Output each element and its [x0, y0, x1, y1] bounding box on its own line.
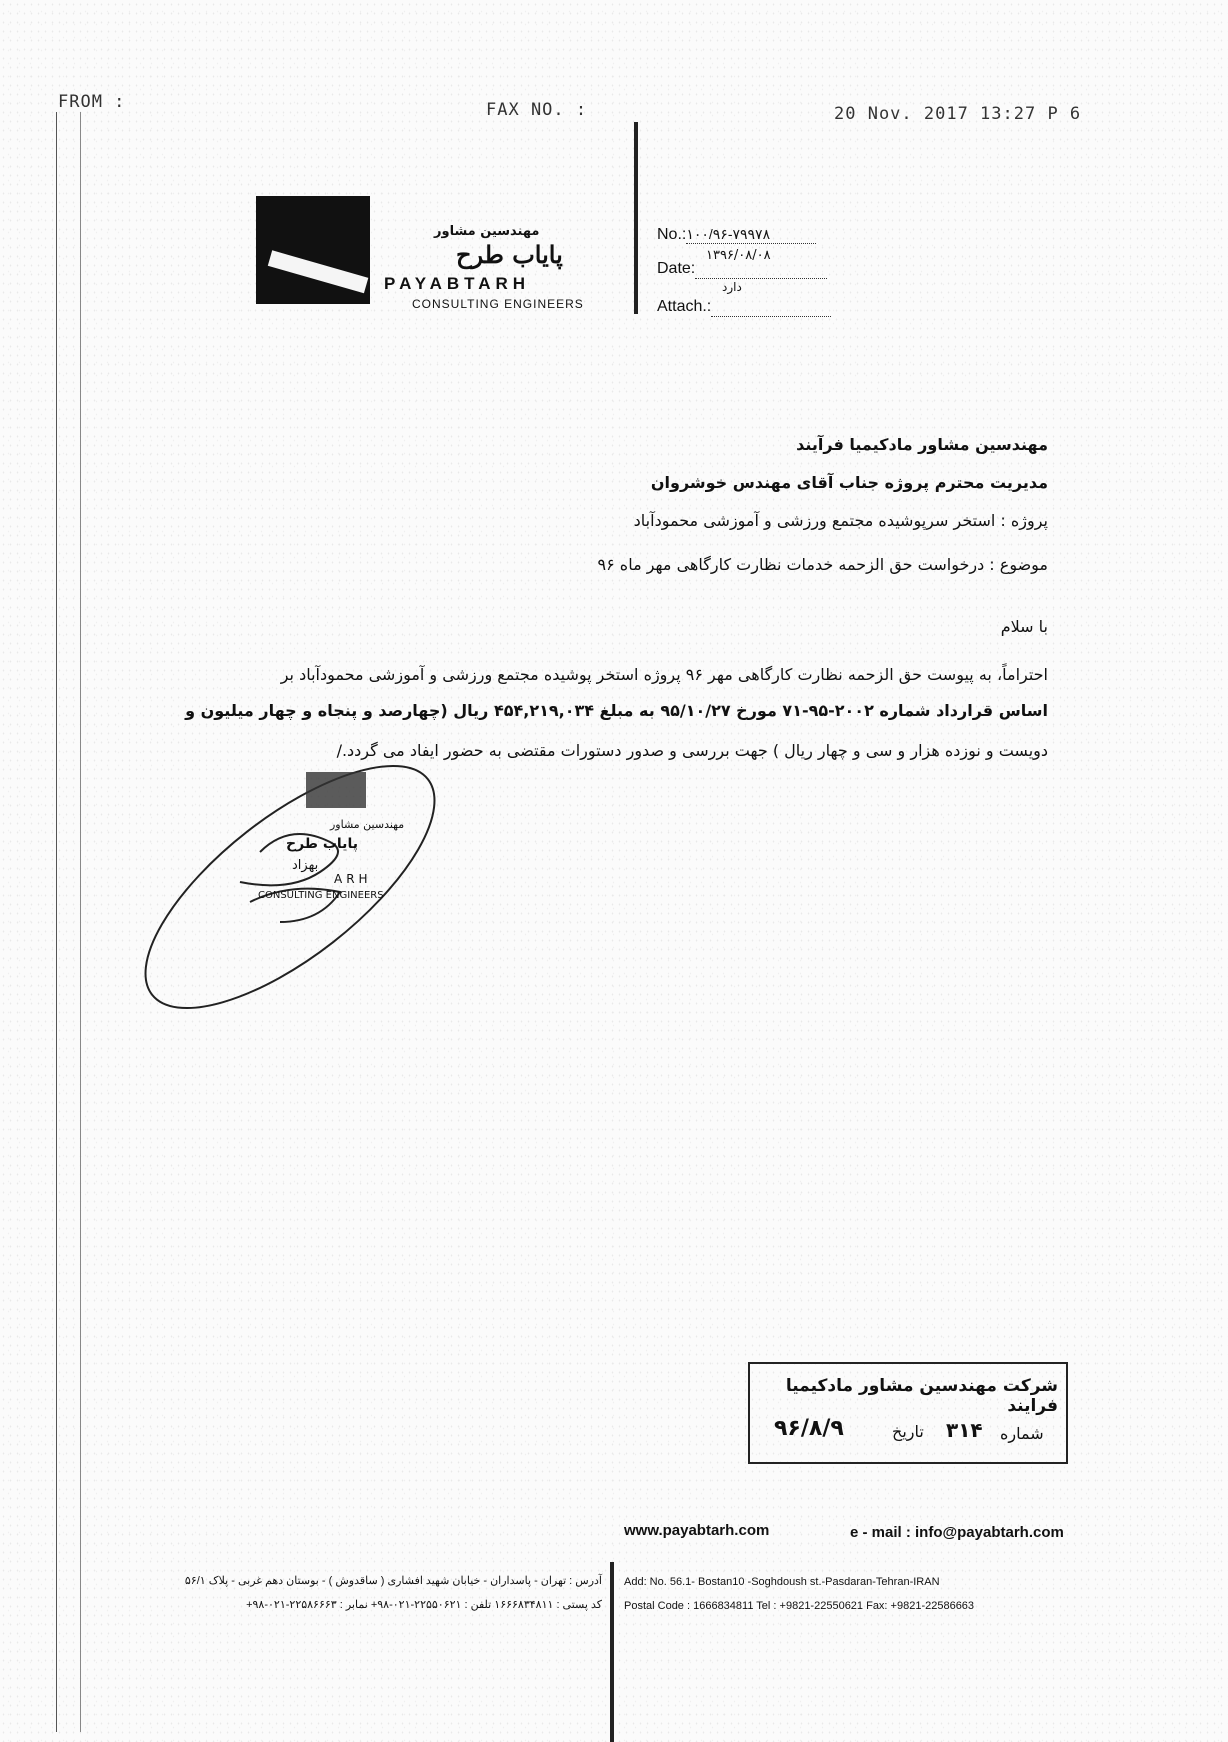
greeting: با سلام — [1000, 617, 1048, 636]
footer-website: www.payabtarh.com — [624, 1522, 770, 1539]
signature-stamp-line5: CONSULTING ENGINEERS — [258, 890, 384, 901]
footer-address-fa: آدرس : تهران - پاسداران - خیابان شهید افشاری ( ساقدوش ) - بوستان دهم غربی - پلاک ۵۶/۱ — [184, 1575, 602, 1587]
footer-email: e - mail : info@payabtarh.com — [850, 1524, 1064, 1541]
footer-address-en: Add: No. 56.1- Bostan10 -Soghdoush st.-Pasdaran-Tehran-IRAN — [624, 1576, 940, 1588]
signature-stamp-line1: مهندسین مشاور — [330, 818, 405, 831]
ref-attach-label: Attach.: — [657, 298, 712, 315]
letterhead-divider — [634, 122, 638, 314]
subject-line: موضوع : درخواست حق الزحمه خدمات نظارت کارگاهی مهر ماه ۹۶ — [597, 555, 1048, 574]
letterhead-name-fa: پایاب طرح — [456, 240, 563, 269]
signature-stamp-ellipse — [110, 752, 470, 1022]
fax-from-label: FROM : — [58, 92, 126, 112]
footer-divider — [610, 1562, 614, 1742]
receipt-stamp-company: شرکت مهندسین مشاور مادکیمیا فرایند — [785, 1376, 1058, 1416]
receipt-stamp-date-label: تاریخ — [892, 1422, 924, 1441]
signature-stamp-line3: بهزاد — [292, 858, 319, 873]
ref-date-row — [657, 260, 827, 279]
company-logo — [256, 196, 370, 304]
body-line-1: احتراماً، به پیوست حق الزحمه نظارت کارگاهی مهر ۹۶ پروژه استخر پوشیده مجتمع ورزشی و آموزشی محمودآباد بر — [280, 665, 1048, 684]
fax-datetime: 20 Nov. 2017 13:27 P 6 — [834, 104, 1082, 124]
signature-stamp-line4: ARH — [334, 872, 372, 886]
ref-number-value: ۱۰۰/۹۶-۷۹۹۷۸ — [686, 226, 816, 244]
addressee-manager: مدیریت محترم پروژه جناب آقای مهندس خوشروان — [650, 473, 1048, 492]
fax-number-label: FAX NO. : — [486, 100, 588, 120]
left-margin-line-inner — [80, 112, 81, 1732]
receipt-stamp-number-label: شماره — [1000, 1424, 1044, 1443]
ref-number-row — [657, 226, 816, 244]
ref-attach-value: دارد — [722, 280, 742, 294]
letterhead-name-fa-top: مهندسین مشاور — [434, 224, 540, 239]
ref-date-value: ۱۳۹۶/۰۸/۰۸ — [706, 248, 771, 263]
letterhead-subtitle: CONSULTING ENGINEERS — [412, 297, 584, 311]
addressee-company: مهندسین مشاور مادکیمیا فرآیند — [796, 435, 1048, 454]
receipt-stamp-date-value: ۹۶/۸/۹ — [774, 1416, 844, 1441]
left-margin-line — [56, 112, 57, 1732]
footer-postal-en: Postal Code : 1666834811 Tel : +9821-22550621 Fax: +9821-22586663 — [624, 1600, 975, 1612]
body-line-2: اساس قرارداد شماره ۲۰۰۲-۹۵-۷۱ مورخ ۹۵/۱۰/۲۷ به مبلغ ۴۵۴,۲۱۹,۰۳۴ ریال (چهارصد و پنجاه و چهار میلیون و — [185, 701, 1048, 720]
receipt-stamp — [748, 1362, 1068, 1464]
ref-number-label: No.: — [657, 226, 687, 243]
footer-postal-fa: کد پستی : ۱۶۶۶۸۳۴۸۱۱ تلفن : ۲۲۵۵۰۶۲۱-۰۲۱-۹۸+ نمابر : ۲۲۵۸۶۶۶۳-۰۲۱-۹۸+ — [246, 1599, 602, 1611]
receipt-stamp-number-value: ۳۱۴ — [946, 1418, 983, 1442]
ref-date-label: Date: — [657, 260, 696, 277]
signature-stamp-line2: پایاب طرح — [286, 836, 358, 852]
ref-attach-row — [657, 298, 831, 317]
body-line-3: دویست و نوزده هزار و سی و چهار ریال ) جهت بررسی و صدور دستورات مقتضی به حضور ایفاد می گردد./ — [336, 741, 1048, 760]
letterhead-name-en: PAYABTARH — [384, 274, 531, 293]
project-line: پروژه : استخر سرپوشیده مجتمع ورزشی و آموزشی محمودآباد — [633, 511, 1048, 530]
